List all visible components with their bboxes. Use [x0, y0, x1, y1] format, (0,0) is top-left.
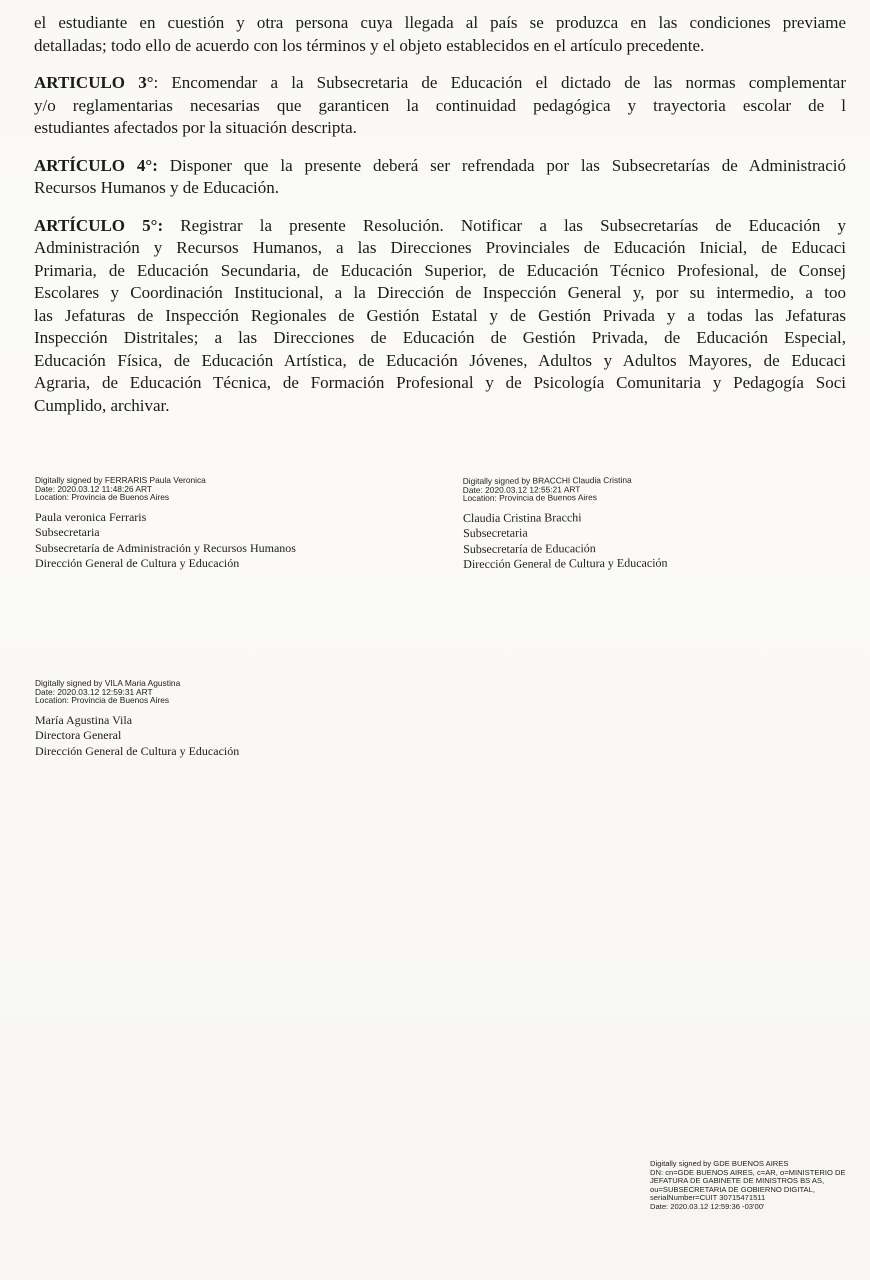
stamp-line: JEFATURA DE GABINETE DE MINISTROS BS AS,	[650, 1176, 825, 1186]
signer-role: Subsecretaria	[35, 525, 100, 540]
text-line: : Encomendar a la Subsecretaria de Educación el dictado de las normas complementar	[153, 73, 846, 92]
article-5-heading: ARTÍCULO 5°:	[34, 215, 164, 235]
signer-office: Subsecretaría de Administración y Recursos Humanos	[35, 540, 296, 555]
stamp-line: DN: cn=GDE BUENOS AIRES, c=AR, o=MINISTERIO DE	[650, 1167, 846, 1177]
stamp-line: ou=SUBSECRETARIA DE GOBIERNO DIGITAL,	[650, 1184, 815, 1194]
text-line: Disponer que la presente deberá ser refrendada por las Subsecretarías de Administració	[157, 155, 846, 175]
article-5	[34, 215, 846, 418]
signer-org: Dirección General de Cultura y Educación	[35, 556, 240, 571]
text-line: el estudiante en cuestión y otra persona cuya llegada al país se produzca en las condiciones previame	[34, 13, 846, 32]
stamp-line: Date: 2020.03.12 12:59:36 -03'00'	[650, 1201, 765, 1211]
text-line: Inspección Distritales; a las Direcciones de Educación de Gestión Privada, de Educación Especial,	[34, 328, 846, 347]
signature-date: Date: 2020.03.12 11:48:26 ART	[35, 483, 153, 494]
signer-name: Claudia Cristina Bracchi	[462, 510, 582, 525]
text-line: Primaria, de Educación Secundaria, de Educación Superior, de Educación Técnico Profesional, de Consej	[34, 260, 846, 280]
text-line: Recursos Humanos y de Educación.	[34, 178, 280, 197]
signature-signed-by: Digitally signed by BRACCHI Claudia Cristina	[462, 474, 632, 487]
gde-digital-signature-stamp	[650, 1160, 865, 1212]
signature-block-vila	[35, 679, 355, 759]
signature-location: Location: Provincia de Buenos Aires	[35, 492, 170, 503]
signer-org: Dirección General de Cultura y Educación	[463, 555, 668, 572]
signature-location: Location: Provincia de Buenos Aires	[462, 492, 597, 504]
signature-date: Date: 2020.03.12 12:55:21 ART	[462, 483, 581, 495]
stamp-line: Digitally signed by GDE BUENOS AIRES	[650, 1159, 789, 1168]
text-line: Administración y Recursos Humanos, a las Direcciones Provinciales de Educación Inicial, de Educaci	[34, 238, 846, 257]
signature-block-bracchi	[463, 475, 764, 573]
text-line: las Jefaturas de Inspección Regionales de Gestión Estatal y de Gestión Privada y a todas las Jefaturas	[34, 305, 846, 325]
text-line: Educación Física, de Educación Artística, de Educación Jóvenes, Adultos y Adultos Mayores, de Educaci	[34, 350, 846, 370]
signer-org: Dirección General de Cultura y Educación	[35, 743, 240, 758]
article-4-heading: ARTÍCULO 4°:	[34, 155, 158, 175]
signature-signed-by: Digitally signed by FERRARIS Paula Veronica	[35, 475, 206, 485]
stamp-line: serialNumber=CUIT 30715471511	[650, 1193, 766, 1203]
signature-block-ferraris	[35, 476, 355, 572]
article-3	[34, 72, 846, 140]
intro-paragraph	[34, 12, 846, 57]
signer-name: Paula veronica Ferraris	[35, 509, 147, 524]
text-line: Agraria, de Educación Técnica, de Formación Profesional y de Psicología Comunitaria y Pedagogía Soci	[34, 373, 846, 392]
text-line: detalladas; todo ello de acuerdo con los términos y el objeto establecidos en el artículo precedente.	[34, 35, 705, 55]
article-4	[34, 155, 846, 200]
signer-office: Subsecretaría de Educación	[463, 540, 596, 556]
text-line: Cumplido, archivar.	[34, 395, 170, 415]
signer-name: María Agustina Vila	[35, 712, 133, 727]
signature-signed-by: Digitally signed by VILA Maria Agustina	[35, 678, 181, 688]
signer-role: Directora General	[35, 728, 122, 743]
signer-role: Subsecretaria	[463, 525, 528, 541]
signature-date: Date: 2020.03.12 12:59:31 ART	[35, 686, 153, 697]
text-line: y/o reglamentarias necesarias que garanticen la continuidad pedagógica y trayectoria escolar de l	[34, 95, 846, 115]
signature-location: Location: Provincia de Buenos Aires	[35, 695, 170, 706]
text-line: Registrar la presente Resolución. Notificar a las Subsecretarías de Educación y	[163, 215, 846, 235]
text-line: estudiantes afectados por la situación descripta.	[34, 118, 357, 137]
resolution-body	[34, 12, 846, 432]
article-3-heading: ARTICULO 3°	[34, 73, 154, 92]
text-line: Escolares y Coordinación Institucional, a la Dirección de Inspección General y, por su intermedio, a too	[34, 283, 846, 302]
